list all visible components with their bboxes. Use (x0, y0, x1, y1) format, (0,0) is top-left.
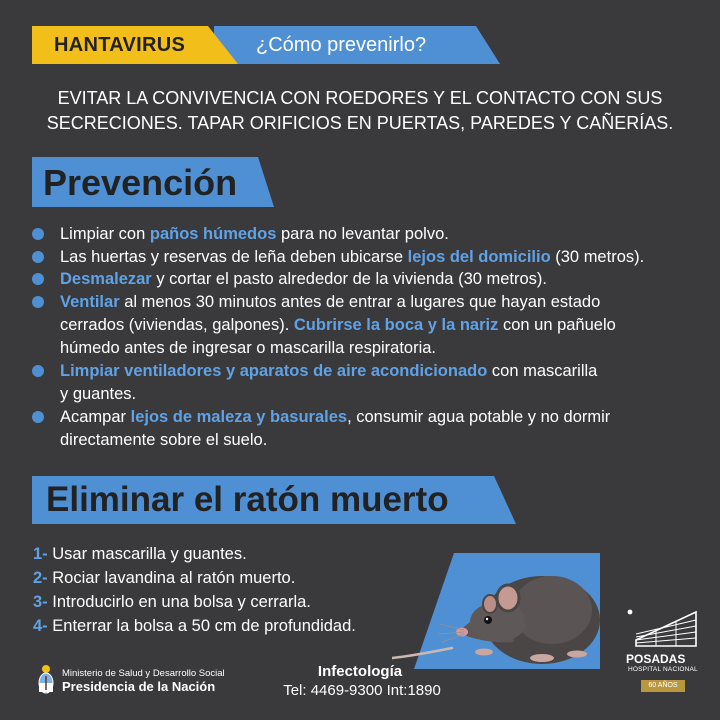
step-number: 4- (33, 617, 48, 635)
prevention-item-3 (60, 268, 547, 290)
step-text: Enterrar la bolsa a 50 cm de profundidad. (47, 617, 356, 635)
rat-illustration (392, 540, 602, 670)
bullet-icon (32, 411, 44, 423)
header-subtitle: ¿Cómo prevenirlo? (256, 34, 427, 56)
eliminate-step-1 (33, 543, 247, 565)
item-text: cerrados (viviendas, galpones). (60, 316, 294, 334)
step-text: Rociar lavandina al ratón muerto. (47, 569, 296, 587)
bullet-icon (32, 273, 44, 285)
prevention-item-5-line-2: y guantes. (60, 385, 137, 403)
item-text: y cortar el pasto alrededor de la vivienda (30 metros). (151, 270, 548, 288)
item-highlight: Limpiar ventiladores y aparatos de aire acondicionado (60, 362, 488, 380)
step-number: 3- (33, 593, 48, 611)
step-number: 2- (33, 569, 48, 587)
item-text: Limpiar con (60, 225, 150, 243)
item-text: con mascarilla (487, 362, 598, 380)
presidency-name: Presidencia de la Nación (62, 679, 216, 694)
prevention-item-4-line-2 (60, 314, 616, 336)
item-text: para no levantar polvo. (276, 225, 449, 243)
prevention-item-1 (60, 223, 449, 245)
prevention-item-5-line-1 (60, 360, 597, 382)
prevention-item-4-line-3: húmedo antes de ingresar o mascarilla respiratoria. (60, 339, 437, 357)
hospital-name: POSADAS (626, 652, 686, 666)
step-text: Usar mascarilla y guantes. (47, 545, 247, 563)
eliminate-step-2 (33, 567, 295, 589)
item-highlight: Desmalezar (60, 270, 152, 288)
step-text: Introducirlo en una bolsa y cerrarla. (47, 593, 311, 611)
item-text: Acampar (60, 408, 131, 426)
bullet-icon (32, 251, 44, 263)
eliminate-step-4 (33, 615, 356, 637)
hospital-subtitle: HOSPITAL NACIONAL (628, 666, 698, 673)
prevention-title: Prevención (43, 162, 238, 203)
prevention-item-2 (60, 246, 644, 268)
header-tag: HANTAVIRUS (54, 34, 186, 56)
item-text: (30 metros). (550, 248, 645, 266)
bullet-icon (32, 228, 44, 240)
prevention-item-6-line-2: directamente sobre el suelo. (60, 431, 268, 449)
intro-line-1: EVITAR LA CONVIVENCIA CON ROEDORES Y EL CONTACTO CON SUS (57, 88, 663, 108)
intro-text (30, 86, 690, 136)
item-text: al menos 30 minutos antes de entrar a lugares que hayan estado (119, 293, 601, 311)
item-highlight: paños húmedos (149, 225, 277, 243)
bullet-icon (32, 365, 44, 377)
department-name: Infectología (317, 663, 403, 680)
prevention-item-4-line-1 (60, 291, 600, 313)
ministry-name: Ministerio de Salud y Desarrollo Social (62, 668, 225, 679)
contact-phone: Tel: 4469-9300 Int:1890 (283, 682, 441, 699)
step-number: 1- (33, 545, 48, 563)
eliminate-title: Eliminar el ratón muerto (46, 480, 449, 519)
item-highlight: Ventilar (60, 293, 120, 311)
intro-line-2: SECRECIONES. TAPAR ORIFICIOS EN PUERTAS, PAREDES Y CAÑERÍAS. (46, 113, 674, 133)
bullet-icon (32, 296, 44, 308)
eliminate-step-3 (33, 591, 311, 613)
item-text: Las huertas y reservas de leña deben ubicarse (60, 248, 408, 266)
item-text: , consumir agua potable y no dormir (347, 408, 611, 426)
item-highlight: lejos de maleza y basurales (130, 408, 348, 426)
anniversary-badge: 60 AÑOS (641, 680, 685, 692)
item-highlight: Cubrirse la boca y la nariz (293, 316, 499, 334)
item-highlight: lejos del domicilio (407, 248, 551, 266)
hospital-building-icon (626, 606, 698, 650)
prevention-item-6-line-1 (60, 406, 610, 428)
item-text: con un pañuelo (498, 316, 616, 334)
argentina-shield-icon (38, 664, 54, 694)
